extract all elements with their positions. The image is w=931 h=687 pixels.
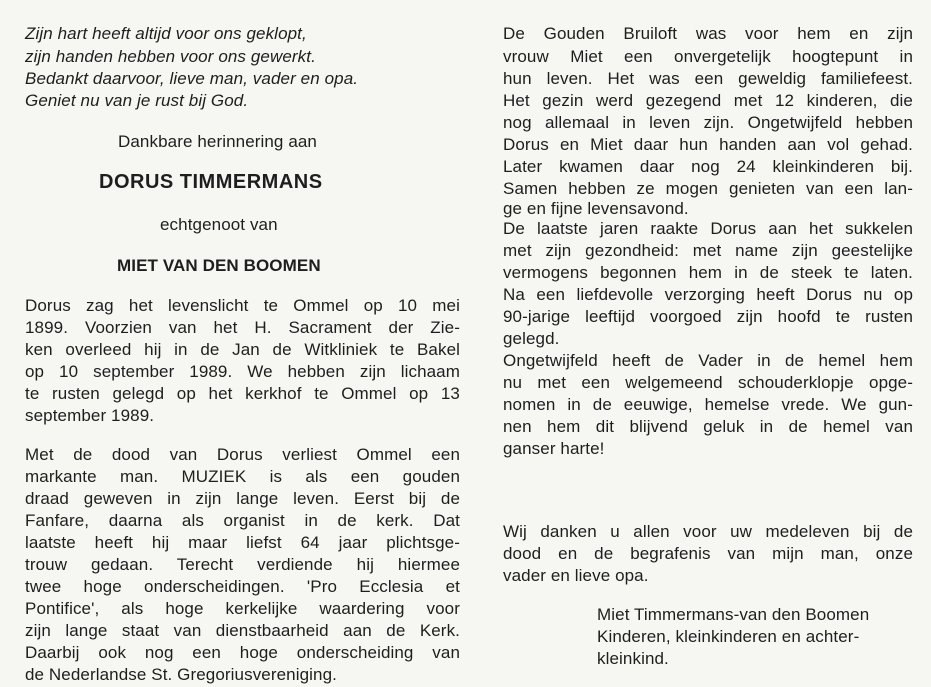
text-line: De Gouden Bruiloft was voor hem en zijn	[503, 24, 913, 43]
poem-line: Zijn hart heeft altijd voor ons geklopt,	[25, 24, 307, 43]
text-line: Met de dood van Dorus verliest Ommel een	[25, 445, 460, 464]
text-line: twee hoge onderscheidingen. 'Pro Ecclesia et	[25, 577, 460, 596]
text-line: 90-jarige leeftijd voorgoed zijn hoofd te rusten	[503, 307, 913, 326]
text-line: vermogens begonnen hem in de steek te laten.	[503, 263, 913, 282]
text-line: Het gezin werd gezegend met 12 kinderen, die	[503, 91, 913, 110]
text-line: vrouw Miet een onvergetelijk hoogtepunt in	[503, 47, 913, 66]
text-line: ge en fijne levensavond.	[503, 199, 689, 218]
poem-line: zijn handen hebben voor ons gewerkt.	[25, 47, 316, 66]
text-line: Wij danken u allen voor uw medeleven bij de	[503, 522, 913, 541]
text-line: september 1989.	[25, 406, 155, 425]
text-line: vader en lieve opa.	[503, 566, 649, 585]
text-line: Fanfare, daarna als organist in de kerk. Dat	[25, 511, 460, 530]
text-line: op 10 september 1989. We hebben zijn lichaam	[25, 362, 460, 381]
text-line: trouw gedaan. Terecht verdiende hij hiermee	[25, 555, 460, 574]
text-line: Dorus zag het levenslicht te Ommel op 10 mei	[25, 296, 460, 315]
text-line: laatste heeft hij maar liefst 64 jaar plichtsge-	[25, 533, 460, 552]
signature-line: kleinkind.	[597, 649, 669, 668]
text-line: Ongetwijfeld heeft de Vader in de hemel hem	[503, 351, 913, 370]
text-line: ken overleed hij in de Jan de Witkliniek te Bakel	[25, 340, 460, 359]
text-line: Dorus en Miet daar hun handen aan vol gehad.	[503, 135, 913, 154]
text-line: Samen hebben ze mogen genieten van een lan-	[503, 179, 913, 198]
text-line: hun leven. Het was een geweldig familiefeest.	[503, 69, 913, 88]
text-line: Daarbij ook nog een hoge onderscheiding van	[25, 643, 460, 662]
text-line: dood en de begrafenis van mijn man, onze	[503, 544, 913, 563]
text-line: de Nederlandse St. Gregoriusvereniging.	[25, 665, 337, 684]
text-line: 1899. Voorzien van het H. Sacrament der Zie-	[25, 318, 460, 337]
text-line: De laatste jaren raakte Dorus aan het sukkelen	[503, 219, 913, 238]
spouse-name: MIET VAN DEN BOOMEN	[117, 256, 321, 275]
text-line: te rusten gelegd op het kerkhof te Ommel op 13	[25, 384, 460, 403]
text-line: Na een liefdevolle verzorging heeft Dorus nu op	[503, 285, 913, 304]
text-line: nomen in de eeuwige, hemelse vrede. We gun-	[503, 395, 913, 414]
poem-line: Geniet nu van je rust bij God.	[25, 91, 249, 110]
spouse-label: echtgenoot van	[160, 215, 278, 234]
text-line: nen hem dit blijvend geluk in de hemel van	[503, 417, 913, 436]
text-line: draad geweven in zijn lange leven. Eerst bij de	[25, 489, 460, 508]
text-line: zijn lange staat van dienstbaarheid aan de Kerk.	[25, 621, 460, 640]
text-line: Pontifice', als hoge kerkelijke waardering voor	[25, 599, 460, 618]
text-line: met zijn gezondheid: met name zijn geestelijke	[503, 241, 913, 260]
text-line: nu met een welgemeend schouderklopje opge-	[503, 373, 913, 392]
text-line: Later kwamen daar nog 24 kleinkinderen bij.	[503, 157, 913, 176]
remembrance-label: Dankbare herinnering aan	[118, 132, 317, 151]
text-line: gelegd.	[503, 329, 560, 348]
poem-line: Bedankt daarvoor, lieve man, vader en opa.	[25, 69, 359, 88]
deceased-name: DORUS TIMMERMANS	[99, 171, 323, 193]
signature-line: Miet Timmermans-van den Boomen	[597, 605, 870, 624]
text-line: markante man. MUZIEK is als een gouden	[25, 467, 460, 486]
signature-line: Kinderen, kleinkinderen en achter-	[597, 627, 860, 646]
text-line: nog allemaal in leven zijn. Ongetwijfeld hebben	[503, 113, 913, 132]
text-line: ganser harte!	[503, 439, 605, 458]
